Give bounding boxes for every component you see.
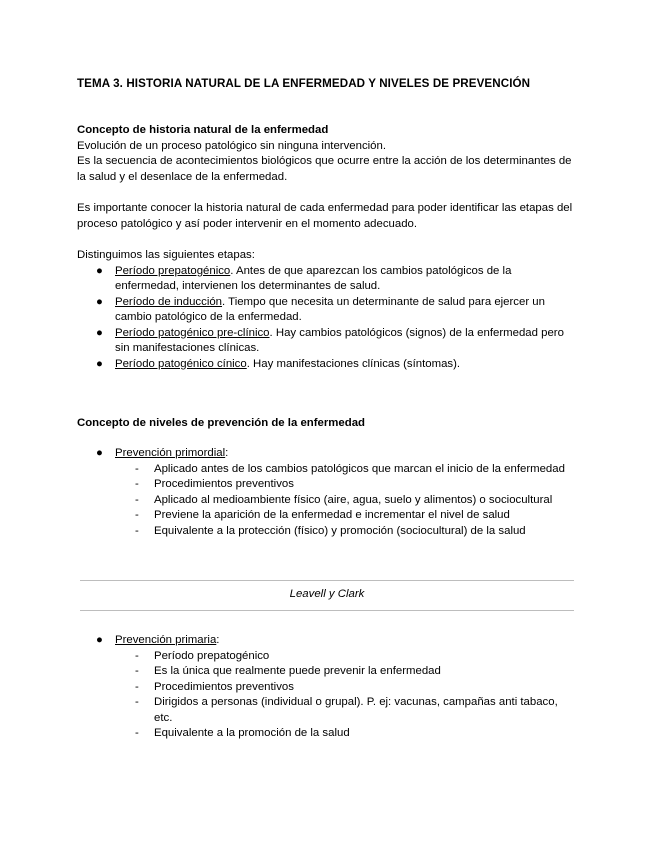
level-label: Prevención primaria [115,634,217,646]
divider-caption: Leavell y Clark [289,588,365,600]
bullet-icon: ● [96,447,103,459]
sub-item [77,462,577,478]
stage-term: Período patogénico pre-clínico [115,326,270,339]
document-title: TEMA 3. HISTORIA NATURAL DE LA ENFERMEDAD Y NIVELES DE PREVENCIÓN [77,77,531,90]
level-label: Prevención primordial [115,447,226,459]
stage-text: . Hay manifestaciones clínicas (síntomas). [246,357,461,370]
sub-item [77,695,577,726]
dash-icon: - [135,696,139,708]
sub-item-text: Aplicado al medioambiente físico (aire, agua, suelo y alimentos) o sociocultural [154,493,553,506]
bullet-icon: ● [96,264,103,277]
divider-bottom [80,610,574,611]
importance-paragraph [77,201,577,232]
bullet-icon: ● [96,326,103,339]
dash-icon: - [135,478,139,490]
sub-item-text: Equivalente a la protección (físico) y promoción (sociocultural) de la salud [154,524,526,537]
list-item [77,326,577,357]
sub-item [77,524,577,540]
dash-icon: - [135,462,139,475]
definition-paragraph: Es la secuencia de acontecimientos biológicos que ocurre entre la acción de los determinantes de la salud y el desenlace de la enfermedad. [77,155,572,183]
stage-term: Período patogénico cínico [115,357,247,370]
paragraph-text: Es importante conocer la historia natural de cada enfermedad para poder identificar las etapas del proceso patológico y así poder intervenir en el momento adecuado. [77,202,573,230]
bullet-icon: ● [96,634,103,646]
list-item [77,446,577,462]
stage-text: . Antes de que aparezcan los cambios patológicos de la enfermedad, intervienen los determinantes de salud. [115,264,512,292]
section-heading: Concepto de niveles de prevención de la enfermedad [77,417,366,429]
stage-text: . Hay cambios patológicos (signos) de la enfermedad pero sin manifestaciones clínicas. [115,326,564,354]
sub-item-text: Aplicado antes de los cambios patológicos que marcan el inicio de la enfermedad [154,462,565,475]
label-suffix: : [216,634,220,646]
sub-item [77,493,577,509]
sub-item-text: Procedimientos preventivos [154,478,294,490]
dash-icon: - [135,493,139,506]
dash-icon: - [135,727,139,739]
dash-icon: - [135,509,139,521]
bullet-icon: ● [96,295,103,308]
sub-item [77,477,577,493]
sub-item [77,508,577,524]
sub-item-text: Procedimientos preventivos [154,680,294,693]
bullet-icon: ● [96,357,103,370]
stages-intro: Distinguimos las siguientes etapas: [77,249,255,261]
dash-icon: - [135,524,139,537]
list-item [77,357,577,373]
section-historia-natural [77,123,577,185]
sub-item-text: Previene la aparición de la enfermedad e incrementar el nivel de salud [154,509,510,521]
label-suffix: : [225,447,229,459]
sub-item-text: Es la única que realmente puede prevenir la enfermedad [154,665,441,677]
sub-item-text: Equivalente a la promoción de la salud [154,727,350,739]
primordial-list [77,446,577,539]
list-item [77,633,577,649]
dash-icon: - [135,665,139,677]
sub-item [77,726,577,742]
sub-item [77,664,577,680]
primaria-list [77,633,577,742]
dash-icon: - [135,649,139,662]
sub-item-text: Período prepatogénico [154,649,270,662]
stage-term: Período de inducción [115,295,223,308]
section-niveles-prevencion [77,416,577,432]
sub-item-text: Dirigidos a personas (individual o grupal). P. ej: vacunas, campañas anti tabaco, etc. [154,696,558,724]
section-heading: Concepto de historia natural de la enfermedad [77,124,329,136]
stage-text: . Tiempo que necesita un determinante de salud para ejercer un cambio patológico de la enfermedad. [115,295,545,323]
stage-term: Período prepatogénico [115,264,231,277]
sub-item [77,680,577,696]
divider-top [80,580,574,581]
sub-item [77,649,577,665]
definition-line: Evolución de un proceso patológico sin ninguna intervención. [77,139,387,152]
dash-icon: - [135,680,139,693]
list-item [77,264,577,295]
list-item [77,295,577,326]
stages-list [77,248,577,372]
